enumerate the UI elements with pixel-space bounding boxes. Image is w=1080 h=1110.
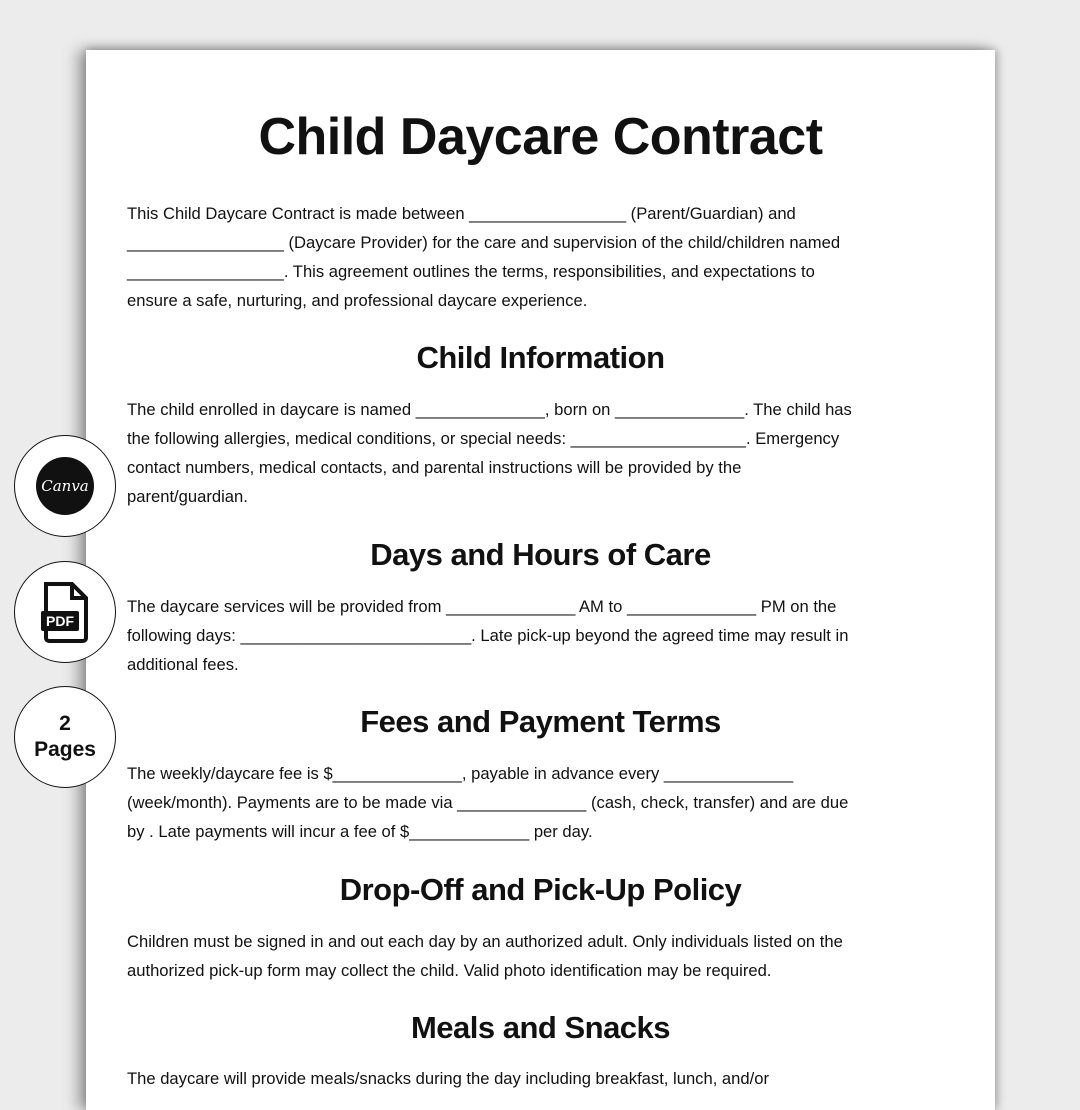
section-heading: Drop-Off and Pick-Up Policy bbox=[339, 872, 742, 907]
pdf-badge bbox=[14, 561, 116, 663]
text-line: _________________ (Daycare Provider) for the care and supervision of the child/children named bbox=[127, 233, 841, 252]
page-count: 2 bbox=[59, 712, 71, 735]
text-line: parent/guardian. bbox=[127, 487, 248, 506]
text-line: The child enrolled in daycare is named ______________, born on ______________. The child has bbox=[127, 400, 852, 419]
canva-badge bbox=[14, 435, 116, 537]
text-line: authorized pick-up form may collect the child. Valid photo identification may be required. bbox=[127, 961, 772, 980]
text-line: The weekly/daycare fee is $______________, payable in advance every ______________ bbox=[127, 764, 794, 783]
text-line: Children must be signed in and out each day by an authorized adult. Only individuals listed on the bbox=[127, 932, 843, 951]
text-line: The daycare will provide meals/snacks during the day including breakfast, lunch, and/or bbox=[127, 1069, 769, 1088]
document-title: Child Daycare Contract bbox=[258, 108, 823, 166]
section-paragraph bbox=[127, 592, 848, 679]
section-paragraph bbox=[127, 1064, 769, 1093]
section-heading: Child Information bbox=[416, 340, 665, 375]
section-paragraph bbox=[127, 759, 848, 846]
section-paragraph bbox=[127, 395, 852, 511]
document-page bbox=[86, 50, 995, 1110]
text-line: The daycare services will be provided from ______________ AM to ______________ PM on the bbox=[127, 597, 837, 616]
text-line: additional fees. bbox=[127, 655, 239, 674]
section-heading: Fees and Payment Terms bbox=[360, 704, 721, 739]
intro-paragraph bbox=[127, 199, 840, 315]
canva-logo-icon: Canva bbox=[36, 457, 94, 515]
text-line: the following allergies, medical conditions, or special needs: ___________________. Emergency bbox=[127, 429, 840, 448]
section-heading: Days and Hours of Care bbox=[370, 537, 711, 572]
pdf-file-icon bbox=[40, 581, 90, 643]
text-line: (week/month). Payments are to be made via ______________ (cash, check, transfer) and are due bbox=[127, 793, 849, 812]
page-count-badge bbox=[14, 686, 116, 788]
text-line: by . Late payments will incur a fee of $_____________ per day. bbox=[127, 822, 593, 841]
text-line: contact numbers, medical contacts, and parental instructions will be provided by the bbox=[127, 458, 742, 477]
section-paragraph bbox=[127, 927, 843, 985]
svg-text:PDF: PDF bbox=[46, 613, 74, 629]
text-line: This Child Daycare Contract is made between _________________ (Parent/Guardian) and bbox=[127, 204, 796, 223]
text-line: _________________. This agreement outlines the terms, responsibilities, and expectations to bbox=[127, 262, 815, 281]
page-count-label: Pages bbox=[34, 738, 96, 761]
text-line: following days: _________________________. Late pick-up beyond the agreed time may result in bbox=[127, 626, 849, 645]
text-line: ensure a safe, nurturing, and professional daycare experience. bbox=[127, 291, 588, 310]
section-heading: Meals and Snacks bbox=[410, 1010, 671, 1045]
